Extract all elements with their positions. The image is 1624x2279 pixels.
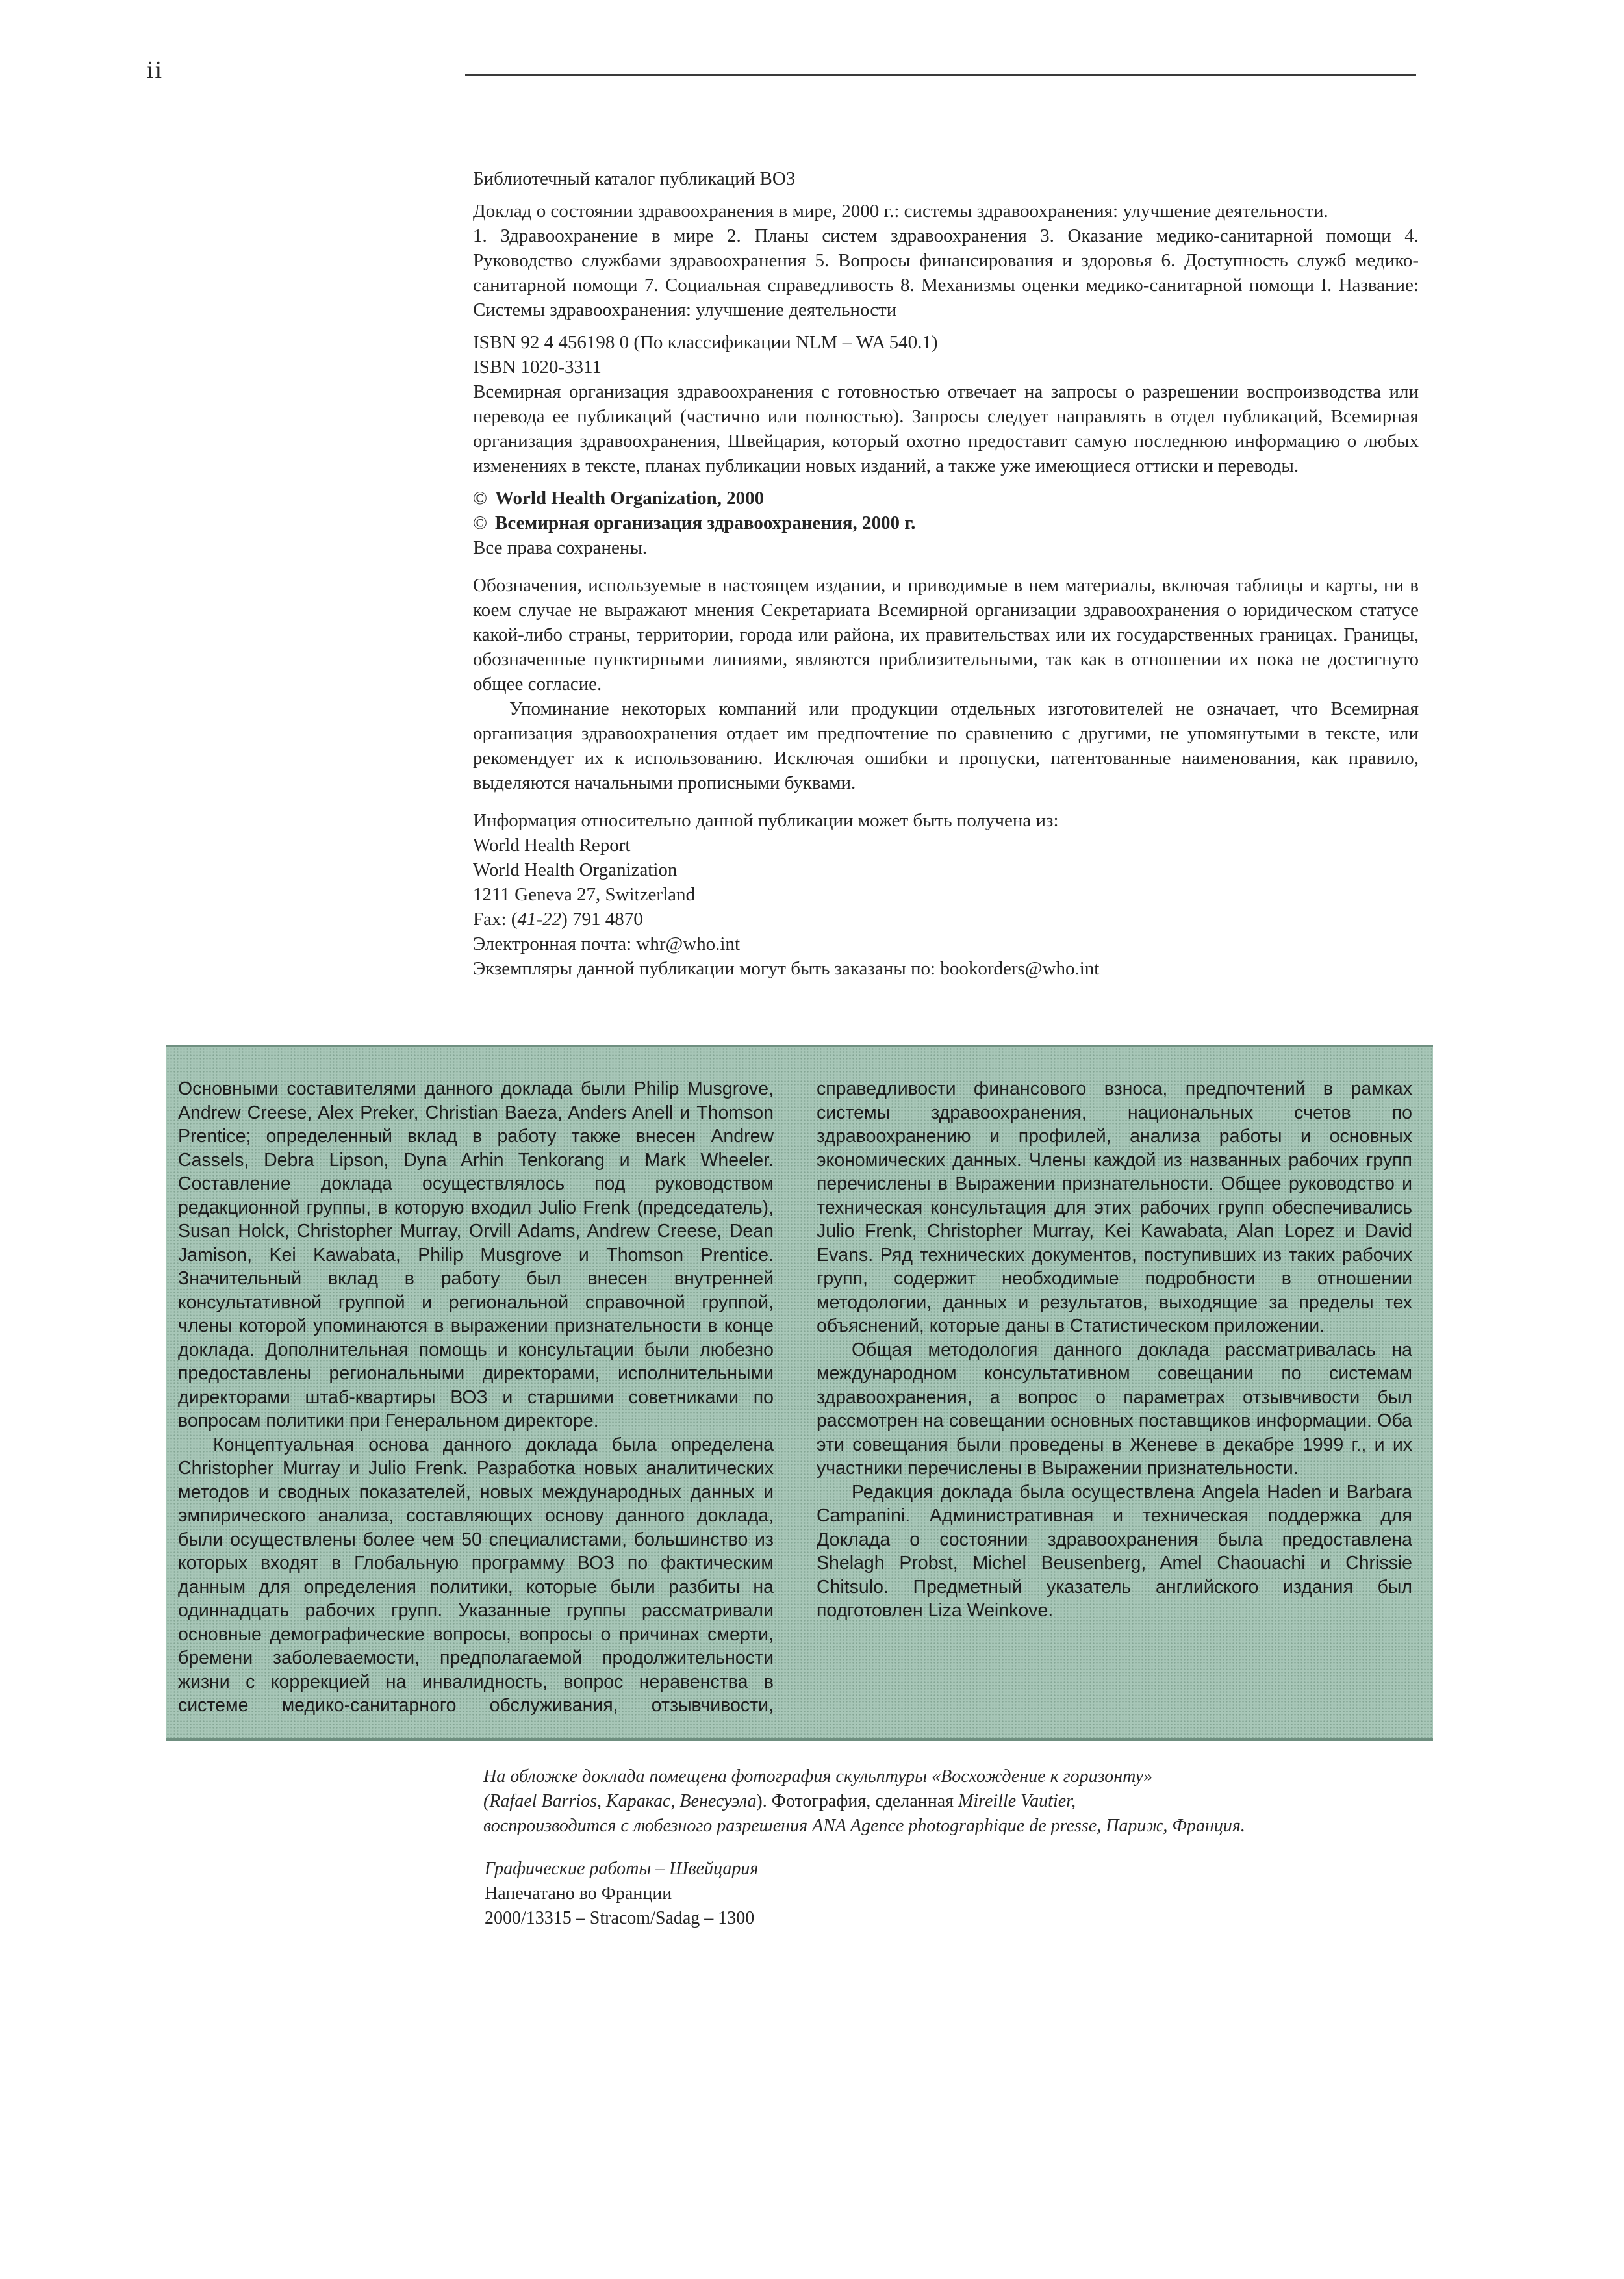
orders-line: Экземпляры данной публикации могут быть заказаны по: bookorders@who.int [473,958,1100,979]
header-rule [465,74,1416,76]
copyright-icon: © [473,488,488,509]
copyright-en-text: World Health Organization, 2000 [495,488,765,509]
disclaimer-companies: Упоминание некоторых компаний или продукции отдельных изготовителей не означает, что Всемирная организация здравоохранения отдает им предпочтение по сравнению с другими, не упомянутыми в тексте, или рекомендует их к использованию. Исключая ошибки и пропуски, патентованные наименования, как правило, выделяются начальными прописными буквами. [473,698,1419,793]
email-line: Электронная почта: whr@who.int [473,934,741,954]
address-line: 1211 Geneva 27, Switzerland [473,884,695,905]
credits-columns [178,1077,1412,1733]
catalog-subjects: 1. Здравоохранение в мире 2. Планы систем здравоохранения 3. Оказание медико-санитарной помощи 4. Руководство службами здравоохранения 5. Вопросы финансирования и здоровья 6. Доступность служб медико-санитарной помощи 7. Социальная справедливость 8. Механизмы оценки медико-санитарной помощи I. Название: Системы здравоохранения: улучшение деятельности [473,225,1419,320]
cover-note [483,1764,1432,1839]
graphics-credit: Графические работы – Швейцария [485,1859,759,1879]
fax-line [473,907,1419,932]
cover-note-source: (Rafael Barrios, Каракас, Венесуэла [483,1791,757,1811]
print-info [485,1857,1264,1931]
rights-statement: Все права сохранены. [473,537,648,558]
catalog-section [473,166,1419,981]
copyright-ru-text: Всемирная организация здравоохранения, 2000 г. [495,513,916,533]
isbn-line: ISBN 92 4 456198 0 (По классификации NLM – WA 540.1) [473,332,938,353]
reproduction-notice: Всемирная организация здравоохранения с готовностью отвечает на запросы о разрешении воспроизводства или перевода ее публикаций (частично или полностью). Запросы следует направлять в отдел публикаций, Всемирная организация здравоохранения, Швейцария, который охотно предоставит самую последнюю информацию о любых изменениях в тексте, планах публикации новых изданий, а также уже имеющиеся оттиски и переводы. [473,381,1419,476]
credits-paragraph: Общая методология данного доклада рассматривалась на международном консультативном совещании по системам здравоохранения, а вопрос о параметрах отзывчивости был рассмотрен на совещании основных поставщиков информации. Оба эти совещания были проведены в Женеве в декабре 1999 г., и их участники перечислены в Выражении признательности. [817,1339,1412,1479]
fax-code: 41-22 [517,909,562,930]
print-code: 2000/13315 – Stracom/Sadag – 1300 [485,1908,755,1928]
fax-label: Fax: ( [473,909,518,930]
credits-paragraph: Концептуальная основа данного доклада была определена Christopher Murray и Julio Frenk. Разработка новых аналитических методов и сводных показателей, новых международных данных и эмпирического анализа, составляющих основу данного доклада, были осуществлены более чем 50 специалистами, большинство из которых входят в Глобальную программу ВОЗ по фактическим данным для определения политики, которые были разбиты на одиннадцать рабочих групп. Указанные группы рассматривали основные демографические вопросы, вопросы о причинах смерти, бремени заболеваемости, предполагаемой продолжительности жизни с коррекцией на инвалидность, вопрос неравенства в системе медико-санитарного обслуживания, отзывчивости, справедливости финансового взноса, предпочтений в рамках системы здравоохранения, национальных счетов по здравоохранению и профилей, анализа работы и основных экономических данных. Члены каждой из названных рабочих групп перечислены в Выражении признательности. Общее руководство и техническая консультация для этих рабочих групп обеспечивались Julio Frenk, Christopher Murray, Kei Kawabata, Alan Lopez и David Evans. Ряд технических документов, поступивших из таких рабочих групп, содержит необходимые подробности в отношении методологии, данных и результатов, выходящие за пределы тех объяснений, которые даны в Статистическом приложении. [178,1078,1412,1716]
copyright-en [473,486,1419,511]
cover-note-photographer: Mireille Vautier, [958,1791,1076,1811]
copyright-icon: © [473,513,488,533]
copyright-ru [473,511,1419,535]
catalog-title: Доклад о состоянии здравоохранения в мире, 2000 г.: системы здравоохранения: улучшение деятельности. [473,201,1328,222]
credits-box [166,1045,1433,1741]
credits-paragraph: Редакция доклада была осуществлена Angela Haden и Barbara Campanini. Административная и техническая поддержка для Доклада о состоянии здравоохранения была предоставлена Shelagh Probst, Michel Beusenberg, Amel Chaouachi и Chrissie Chitsulo. Предметный указатель английского издания был подготовлен Liza Weinkove. [817,1481,1412,1621]
address-line: World Health Organization [473,859,678,880]
cover-note-line: воспроизводится с любезного разрешения ANA Agence photographique de presse, Париж, Франция. [483,1816,1245,1836]
credits-paragraph: Основными составителями данного доклада были Philip Musgrove, Andrew Creese, Alex Preker, Christian Baeza, Anders Anell и Thomson Prentice; определенный вклад в работу также внесен Andrew Cassels, Debra Lipson, Dyna Arhin Tenkorang и Mark Wheeler. Составление доклада осуществлялось под руководством редакционной группы, в которую входил Julio Frenk (председатель), Susan Holck, Christopher Murray, Orvill Adams, Andrew Creese, Dean Jamison, Kei Kawabata, Philip Musgrove и Thomson Prentice. Значительный вклад в работу был внесен внутренней консультативной группой и региональной справочной группой, члены которой упоминаются в выражении признательности в конце доклада. Дополнительная помощь и консультации были любезно предоставлены региональными директорами, исполнительными директорами штаб-квартиры ВОЗ и старшими советниками по вопросам политики при Генеральном директоре. [178,1078,774,1431]
page-number: ii [147,57,164,84]
fax-number: ) 791 4870 [561,909,643,930]
catalog-heading: Библиотечный каталог публикаций ВОЗ [473,168,796,189]
disclaimer-designations: Обозначения, используемые в настоящем издании, и приводимые в нем материалы, включая таблицы и карты, ни в коем случае не выражают мнения Секретариата Всемирной организации здравоохранения о юридическом статусе какой-либо страны, территории, города или района, их правительствах или их государственных границах. Границы, обозначенные пунктирными линиями, являются приблизительными, так как в отношении их пока не достигнуто общее согласие. [473,575,1419,694]
info-intro: Информация относительно данной публикации может быть получена из: [473,810,1059,831]
cover-note-photo: ). Фотография, сделанная [756,1791,959,1811]
address-line: World Health Report [473,835,631,856]
printed-in: Напечатано во Франции [485,1883,672,1903]
cover-note-line: На обложке доклада помещена фотография скульптуры «Восхождение к горизонту» [483,1766,1153,1787]
issn-line: ISBN 1020-3311 [473,357,602,377]
cover-note-line [483,1789,1432,1814]
